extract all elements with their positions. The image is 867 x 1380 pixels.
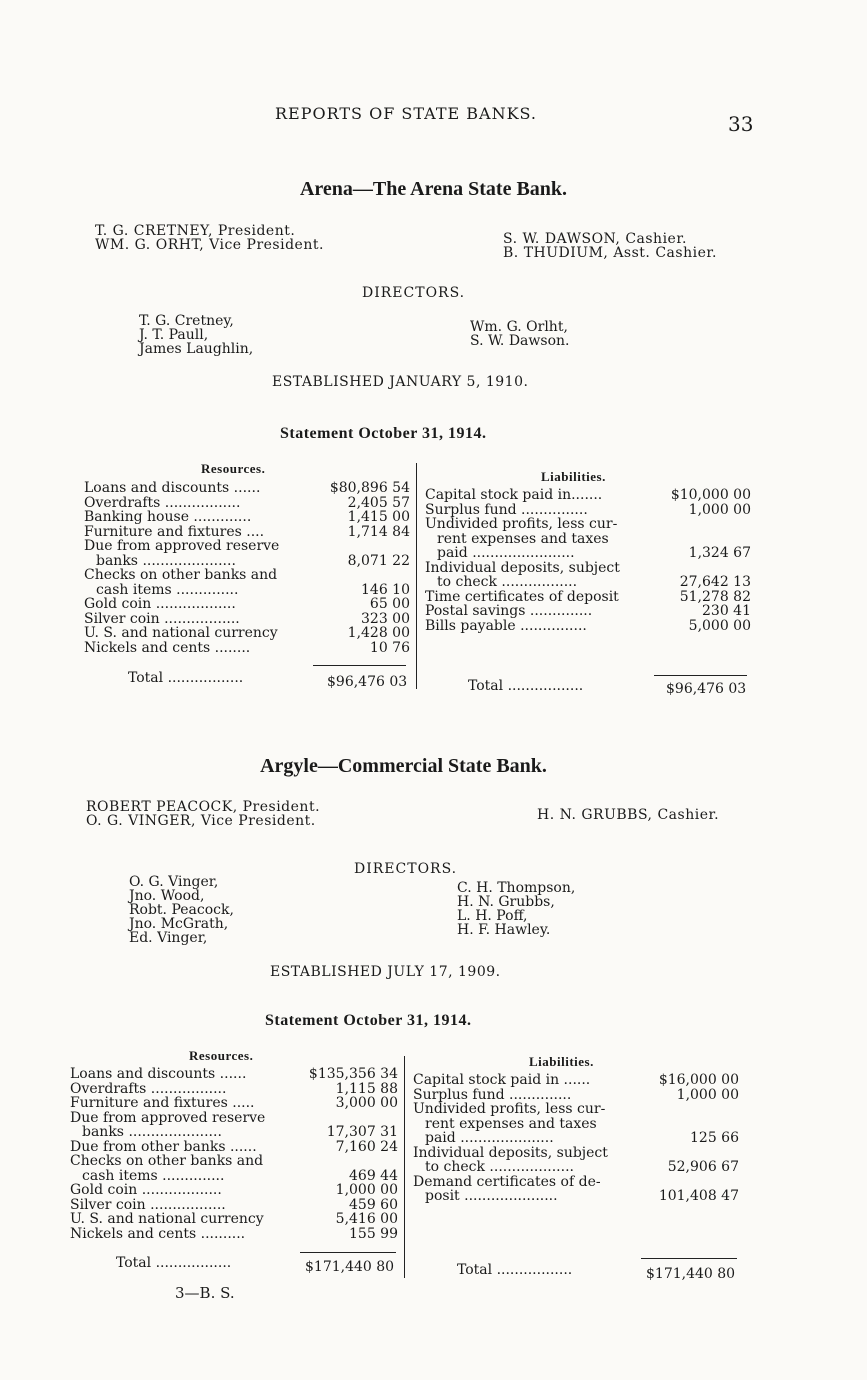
director-name: C. H. Thompson, [457,880,576,896]
liabilities-table [425,488,751,633]
table-row: Overdrafts ................. 1,115 88 [70,1080,398,1097]
director-name: S. W. Dawson. [470,333,570,349]
table-row: Due from other banks ...... 7,160 24 [70,1138,398,1155]
resources-heading: Resources. [201,461,266,476]
table-row: Furniture and fixtures .... 1,714 84 [84,523,410,540]
table-row: paid ..................... 125 66 [425,1130,739,1146]
liabilities-total-label: Total ................. [468,678,584,694]
officer-line: WM. G. ORHT, Vice President. [95,237,324,253]
table-row: banks ..................... 8,071 22 [96,552,410,569]
established-date: ESTABLISHED JANUARY 5, 1910. [272,374,529,390]
director-name: H. F. Hawley. [457,922,551,938]
table-row: cash items .............. 146 10 [96,581,410,598]
liabilities-total-label: Total ................. [457,1262,573,1278]
table-row: Gold coin .................. 1,000 00 [70,1182,398,1198]
director-name: O. G. Vinger, [129,874,219,890]
table-row: Surplus fund ............... 1,000 00 [425,501,751,518]
table-row: Loans and discounts ...... $80,896 54 [84,480,410,496]
table-row: Undivided profits, less cur- [425,516,618,532]
officers-left [86,800,320,828]
director-name: Jno. Wood, [129,888,205,904]
signature-mark: 3—B. S. [175,1284,235,1302]
liabilities-heading: Liabilities. [541,469,606,484]
table-row: Capital stock paid in....... $10,000 00 [425,487,751,503]
officers-left [95,224,324,252]
table-row: Capital stock paid in ...... $16,000 00 [413,1072,739,1088]
statement-title: Statement October 31, 1914. [280,425,487,442]
director-name: H. N. Grubbs, [457,894,555,910]
officer-line: S. W. DAWSON, Cashier. [503,231,687,247]
liabilities-total: $96,476 03 [666,681,747,697]
director-name: Ed. Vinger, [129,930,208,946]
table-row: Individual deposits, subject [413,1144,608,1161]
resources-total-label: Total ................. [128,670,244,686]
table-row: U. S. and national currency 1,428 00 [84,625,410,641]
director-name: T. G. Cretney, [139,313,234,329]
table-row: Postal savings .............. 230 41 [425,603,751,619]
column-divider [404,1056,405,1278]
table-row: posit ..................... 101,408 47 [425,1188,739,1204]
bank-title: Argyle—Commercial State Bank. [260,755,547,777]
page-number: 33 [728,112,754,136]
resources-total: $171,440 80 [305,1259,395,1275]
table-row: Silver coin ................. 459 60 [70,1196,398,1213]
table-row: to check ................. 27,642 13 [437,574,751,590]
resources-table [70,1067,398,1241]
officer-line: H. N. GRUBBS, Cashier. [537,807,720,823]
director-name: James Laughlin, [139,341,254,357]
column-divider [416,463,417,689]
table-row: cash items .............. 469 44 [82,1167,398,1184]
table-row: Individual deposits, subject [425,559,620,576]
table-row: rent expenses and taxes [437,530,609,547]
table-row: Checks on other banks and [84,567,278,583]
directors-heading: DIRECTORS. [362,285,466,301]
table-row: Nickels and cents ........ 10 76 [84,639,410,656]
officers-right [503,232,717,260]
officer-line: ROBERT PEACOCK, President. [86,799,321,815]
table-row: Furniture and fixtures ..... 3,000 00 [70,1095,398,1111]
table-row: Gold coin .................. 65 00 [84,596,410,612]
table-row: banks ..................... 17,307 31 [82,1124,398,1140]
table-row: Loans and discounts ...... $135,356 34 [70,1066,398,1082]
total-rule [654,675,747,676]
liabilities-total: $171,440 80 [646,1266,736,1282]
director-name: J. T. Paull, [139,327,209,343]
resources-total-label: Total ................. [116,1255,232,1271]
running-head: REPORTS OF STATE BANKS. [275,104,538,123]
resources-total: $96,476 03 [327,674,408,690]
table-row: Due from approved reserve [84,538,280,554]
table-row: Silver coin ................. 323 00 [84,610,410,627]
director-name: Robt. Peacock, [129,902,234,918]
resources-table [84,481,410,655]
total-rule [641,1258,737,1259]
table-row: Checks on other banks and [70,1153,264,1169]
table-row: Surplus fund .............. 1,000 00 [413,1086,739,1103]
director-name: L. H. Poff, [457,908,528,924]
officer-line: B. THUDIUM, Asst. Cashier. [503,245,717,261]
director-name: Jno. McGrath, [129,916,229,932]
table-row: Time certificates of deposit 51,278 82 [425,588,751,605]
table-row: Banking house ............. 1,415 00 [84,509,410,525]
directors-left [139,314,253,356]
directors-heading: DIRECTORS. [354,861,458,877]
directors-right [457,881,575,937]
directors-left [129,875,234,945]
liabilities-heading: Liabilities. [529,1054,594,1069]
total-rule [300,1252,396,1253]
table-row: Overdrafts ................. 2,405 57 [84,494,410,511]
directors-right [470,320,569,348]
table-row: Due from approved reserve [70,1109,266,1126]
officer-line: O. G. VINGER, Vice President. [86,813,316,829]
statement-title: Statement October 31, 1914. [265,1012,472,1029]
table-row: to check ................... 52,906 67 [425,1159,739,1175]
table-row: paid ....................... 1,324 67 [437,545,751,561]
table-row: Bills payable ............... 5,000 00 [425,617,751,634]
total-rule [313,665,406,666]
bank-title: Arena—The Arena State Bank. [299,178,568,200]
officer-line: T. G. CRETNEY, President. [95,223,296,239]
liabilities-table [413,1073,739,1204]
table-row: Undivided profits, less cur- [413,1101,606,1117]
resources-heading: Resources. [189,1048,254,1063]
table-row: Nickels and cents .......... 155 99 [70,1225,398,1242]
table-row: rent expenses and taxes [425,1115,597,1132]
table-row: U. S. and national currency 5,416 00 [70,1211,398,1227]
officers-right [537,808,719,822]
director-name: Wm. G. Orlht, [470,319,568,335]
established-date: ESTABLISHED JULY 17, 1909. [270,964,501,980]
table-row: Demand certificates of de- [413,1173,601,1190]
